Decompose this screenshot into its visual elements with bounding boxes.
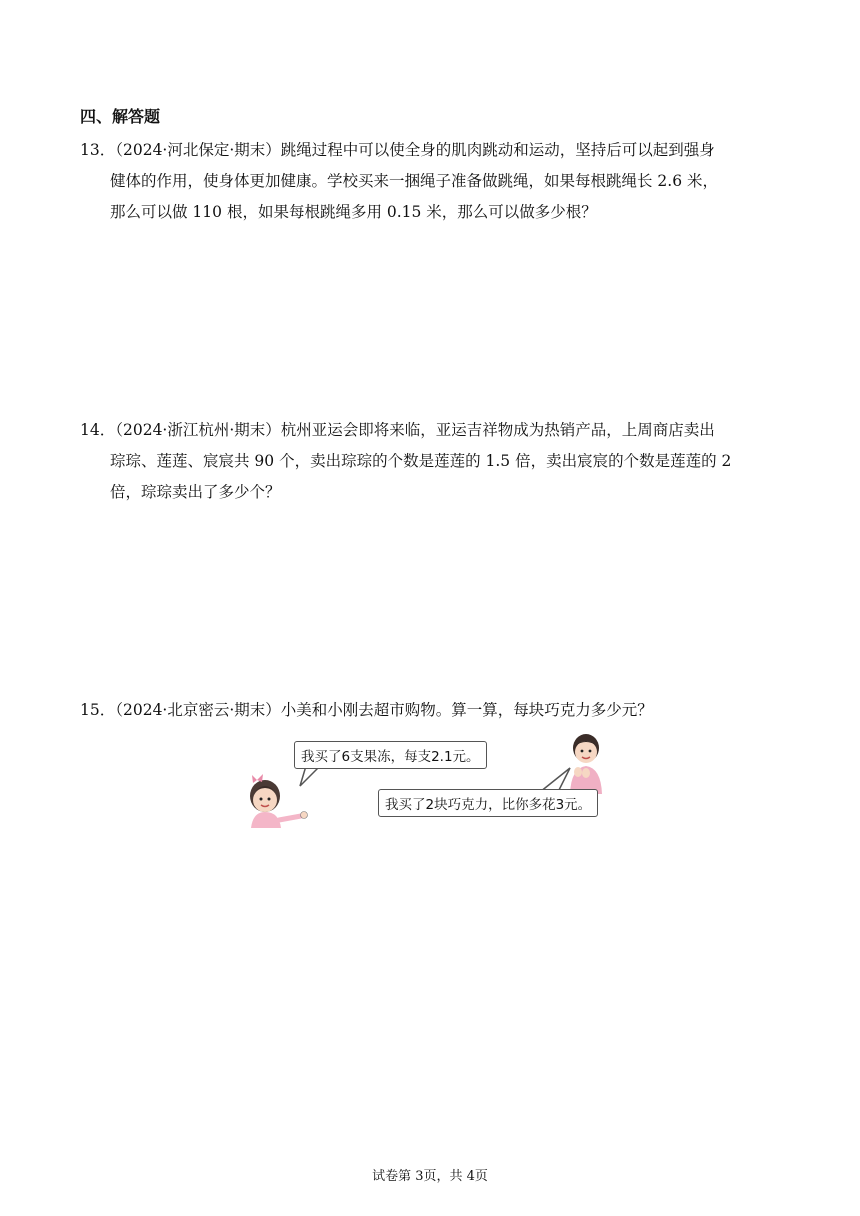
question-text: （2024·北京密云·期末）小美和小刚去超市购物。算一算，每块巧克力多少元？ — [115, 701, 653, 719]
question-text: （2024·河北保定·期末）跳绳过程中可以使全身的肌肉跳动和运动，坚持后可以起到强身 — [115, 141, 715, 159]
question-text: （2024·浙江杭州·期末）杭州亚运会即将来临，亚运吉祥物成为热销产品，上周商店卖出 — [115, 421, 715, 439]
question-text: 倍，琮琮卖出了多少个？ — [110, 483, 281, 501]
girl-speech-bubble: 我买了6支果冻，每支2.1元。 — [294, 741, 487, 769]
question-number: 15． — [80, 701, 116, 719]
page-footer: 试卷第 3页，共 4页 — [372, 1169, 488, 1184]
section-title: 四、解答题 — [80, 107, 161, 126]
question-14 — [80, 415, 785, 508]
question-number: 14． — [80, 421, 116, 439]
shopping-illustration — [238, 728, 618, 833]
question-line — [80, 695, 785, 726]
question-text: 健体的作用，使身体更加健康。学校买来一捆绳子准备做跳绳，如果每根跳绳长 2.6 米， — [110, 172, 719, 190]
question-line — [80, 415, 785, 446]
question-text: 琮琮、莲莲、宸宸共 90 个，卖出琮琮的个数是莲莲的 1.5 倍，卖出宸宸的个数是莲莲的 2 — [110, 452, 732, 470]
question-15 — [80, 695, 785, 726]
question-line — [80, 135, 785, 166]
question-text: 那么可以做 110 根，如果每根跳绳多用 0.15 米，那么可以做多少根？ — [110, 203, 597, 221]
boy-speech-bubble: 我买了2块巧克力，比你多花3元。 — [378, 789, 598, 817]
question-number: 13． — [80, 141, 116, 159]
question-13 — [80, 135, 785, 228]
